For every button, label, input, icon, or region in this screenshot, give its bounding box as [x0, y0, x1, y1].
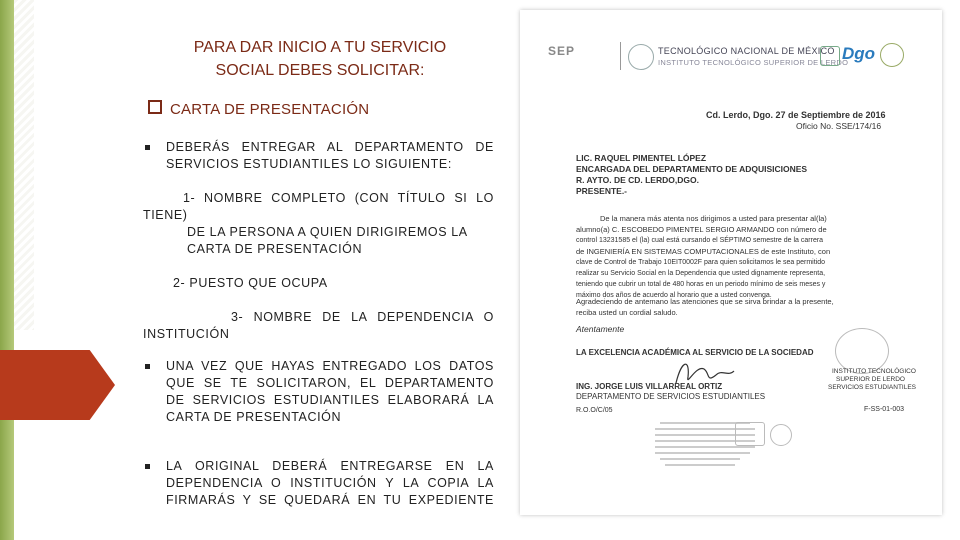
institute-name: INSTITUTO TECNOLÓGICO SUPERIOR DE LERDO [658, 58, 849, 67]
footer-text-line [660, 458, 740, 460]
heading-text: CARTA DE PRESENTACIÓN [170, 101, 370, 118]
left-accent-bar [0, 0, 14, 540]
item1-line3: DE LA PERSONA A QUIEN DIRIGIREMOS LA [187, 225, 468, 239]
presentation-letter-image [520, 10, 942, 515]
body-line: De la manera más atenta nos dirigimos a usted para presentar al(la) [600, 214, 827, 223]
footer-text-line [655, 452, 750, 454]
bullet2-line4: CARTA DE PRESENTACIÓN [166, 410, 342, 424]
addressee-presente: PRESENTE.- [576, 186, 628, 196]
dgo-logo: Dgo [842, 44, 876, 63]
reference-code: R.O.O/C/05 [576, 407, 613, 414]
letter-oficio: Oficio No. SSE/174/16 [796, 121, 882, 131]
signer-department: DEPARTAMENTO DE SERVICIOS ESTUDIANTILES [576, 392, 766, 401]
decorative-stripes [14, 0, 34, 330]
body-line: control 13231585 el (la) cual está cursando el SÉPTIMO semestre de la carrera [576, 237, 824, 244]
title-line-1: PARA DAR INICIO A TU SERVICIO [193, 39, 447, 56]
item2-text: 2- PUESTO QUE OCUPA [173, 276, 328, 290]
body-line: teniendo que cubrir un total de 480 horas en un periodo mínimo de seis meses y [576, 281, 826, 288]
stamp-line: SERVICIOS ESTUDIANTILES [828, 384, 917, 391]
bullet3-line2: DEPENDENCIA O INSTITUCIÓN Y LA COPIA LA [166, 476, 494, 490]
footer-text-line [665, 464, 735, 466]
body-line: máximo dos años de acuerdo al horario que a usted convenga. [576, 292, 772, 299]
certification-logo [770, 424, 792, 446]
body-line: de INGENIERÍA EN SISTEMAS COMPUTACIONALES de este Instituto, con [576, 247, 831, 256]
bullet-icon [145, 145, 150, 150]
thanks-line: reciba usted un cordial saludo. [576, 308, 678, 317]
section-heading [148, 100, 369, 118]
bullet3-line1: LA ORIGINAL DEBERÁ ENTREGARSE EN LA [166, 459, 494, 473]
addressee-org: R. AYTO. DE CD. LERDO,DGO. [576, 175, 699, 185]
form-code: F-SS-01-003 [864, 406, 905, 413]
letter-date: Cd. Lerdo, Dgo. 27 de Septiembre de 2016 [706, 110, 886, 120]
checkbox-bullet-icon [148, 100, 162, 114]
red-arrow-decoration [0, 350, 115, 420]
bullet-icon [145, 364, 150, 369]
footer-text-line [655, 446, 755, 448]
bullet1-line1: DEBERÁS ENTREGAR AL DEPARTAMENTO DE [166, 140, 494, 154]
bullet3-line3: FIRMARÁS Y SE QUEDARÁ EN TU EXPEDIENTE [166, 493, 494, 507]
tecnm-title: TECNOLÓGICO NACIONAL DE MÉXICO [658, 46, 835, 56]
body-line: clave de Control de Trabajo 10EIT0002F para quien solicitamos le sea permitido [576, 259, 826, 266]
stamp-line: SUPERIOR DE LERDO [836, 376, 905, 383]
bullet-icon [145, 464, 150, 469]
bullet1-line2: SERVICIOS ESTUDIANTILES LO SIGUIENTE: [166, 157, 452, 171]
item1-line2: TIENE) [143, 208, 188, 222]
bullet2-line2: QUE SE TE SOLICITARON, EL DEPARTAMENTO [166, 376, 494, 390]
item3-line2: INSTITUCIÓN [143, 327, 230, 341]
addressee-name: LIC. RAQUEL PIMENTEL LÓPEZ [576, 153, 707, 163]
sep-logo: SEP [548, 44, 576, 58]
header-divider [620, 42, 621, 70]
title-line-2: SOCIAL DEBES SOLICITAR: [215, 62, 425, 79]
stamp-line: INSTITUTO TECNOLÓGICO [832, 368, 916, 375]
body-line: realizar su Servicio Social en la Dependencia que usted dignamente representa, [576, 270, 826, 277]
item1-line4: CARTA DE PRESENTACIÓN [187, 242, 363, 256]
signer-name: ING. JORGE LUIS VILLARREAL ORTIZ [576, 382, 723, 391]
closing: Atentamente [576, 324, 625, 334]
certification-logo [735, 422, 765, 446]
motto: LA EXCELENCIA ACADÉMICA AL SERVICIO DE LA SOCIEDAD [576, 348, 814, 357]
item1-line1: 1- NOMBRE COMPLETO (CON TÍTULO SI LO [183, 191, 494, 205]
institute-emblem [880, 43, 904, 67]
bullet2-line3: DE SERVICIOS ESTUDIANTILES ELABORARÁ LA [166, 393, 494, 407]
addressee-title: ENCARGADA DEL DEPARTAMENTO DE ADQUISICIONES [576, 164, 808, 174]
bullet2-line1: UNA VEZ QUE HAYAS ENTREGADO LOS DATOS [166, 359, 494, 373]
thanks-line: Agradeciendo de antemano las atenciones que se sirva brindar a la presente, [576, 297, 834, 306]
slide-title [150, 36, 490, 82]
item3-line1: 3- NOMBRE DE LA DEPENDENCIA O [231, 310, 494, 324]
lerdo-logo [820, 46, 840, 66]
body-line: alumno(a) C. ESCOBEDO PIMENTEL SERGIO ARMANDO con número de [576, 225, 827, 234]
seal-icon [628, 44, 654, 70]
